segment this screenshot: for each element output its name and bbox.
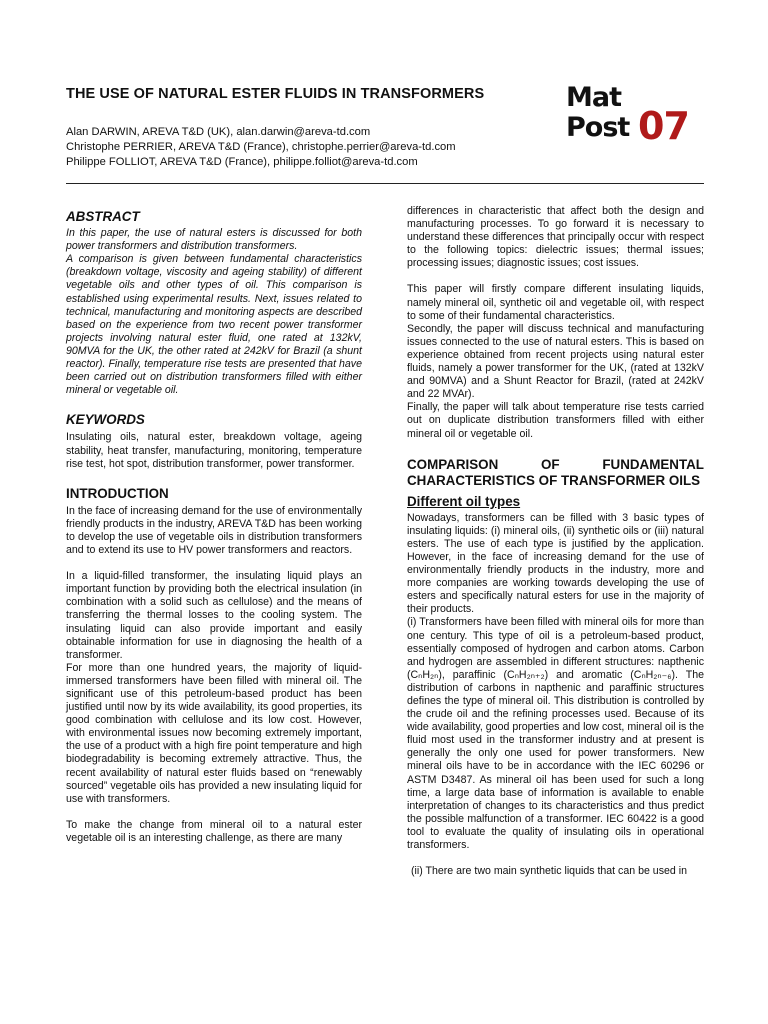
intro-paragraph: For more than one hundred years, the majority of liquid-immersed transformers have been filled with mineral oil. The significant use of this petroleum-based product has been justified until now by its wide availability, its good properties, its good combination with cellulose and its low cost. However, with environmental issues now becoming extremely important, the use of a product with a high fire point temperature and high biodegradability is becoming extremely attractive. Thus, the recent availability of natural ester fluids based on “renewably sourced” vegetable oils has provided a new insulating liquid for use with transformers. <box>66 661 362 805</box>
right-column <box>407 205 704 878</box>
abstract-heading: ABSTRACT <box>66 209 140 224</box>
body-paragraph: Secondly, the paper will discuss technical and manufacturing issues connected to the use of natural esters. This is based on experience obtained from recent projects using natural ester fluids, namely a power transformer for the UK, (rated at 132kV and 90MVA) and a Shunt Reactor for Brazil, (rated at 242kV and 22 MVAr). <box>407 322 704 401</box>
intro-paragraph: In the face of increasing demand for the use of environmentally friendly products in the industry, AREVA T&D has been working to develop the use of vegetable oils in distribution transformers and to extend its use to HV power transformers and reactors. <box>66 504 362 557</box>
keywords-text: Insulating oils, natural ester, breakdown voltage, ageing stability, heat transfer, manufacturing, monitoring, temperature rise test, hot spot, distribution transformer, power transformer. <box>66 431 362 470</box>
logo-line1: Mat <box>566 82 621 113</box>
left-column <box>66 210 362 845</box>
body-paragraph: (i) Transformers have been filled with mineral oils for more than one century. This type of oil is a petroleum-based product, essentially composed of hydrogen and carbon atoms. Carbon and hydrogen are assembled in different structures: napthenic (CₙH₂ₙ), paraffinic (CₙH₂ₙ₊₂) and aromatic (CₙH₂ₙ₋₆). The distribution of carbons in napthenic and paraffinic structures defines the type of mineral oil. This distribution is controlled by the crude oil and the refining processes used. Because of its wide availability, good properties and low cost, mineral oil is the fluid most used in the transformer industry and at present is generally the only one used for power transformers. New mineral oils have to be in accordance with the IEC 60296 or ASTM D3487. As mineral oil has been used for such a long time, a large data base of information is available to enable interpretation of changes to its characteristics and thus predict the possible malfunction of a transformer. IEC 60422 is a good tool to evaluate the quality of insulating oils in operational transformers. <box>407 616 704 852</box>
logo-line2: Post <box>566 112 630 143</box>
logo-number: 07 <box>638 104 689 148</box>
abstract-paragraph: A comparison is given between fundamental characteristics (breakdown voltage, viscosity and ageing stability) of different vegetable oils and other types of oil. This comparison is established using experimental results. Next, issues related to technical, manufacturing and monitoring aspects are described based on the experience from two recent power transformer projects involving natural ester fluid, one rated at 132kV, 90MVA for the UK, the other rated at 242kV for Brazil (a shunt reactor). Finally, temperature rise tests are presented that have been carried out on distribution transformers filled with either mineral or vegetable oil. <box>66 253 362 397</box>
body-paragraph: This paper will firstly compare different insulating liquids, namely mineral oil, synthetic oil and vegetable oil, with respect to some of their fundamental characteristics. <box>407 283 704 322</box>
keywords-heading: KEYWORDS <box>66 412 145 428</box>
author-line: Christophe PERRIER, AREVA T&D (France), christophe.perrier@areva-td.com <box>66 141 456 153</box>
body-paragraph: (ii) There are two main synthetic liquids that can be used in <box>411 865 687 878</box>
intro-paragraph: In a liquid-filled transformer, the insulating liquid plays an important function by providing both the electrical insulation (in combination with a solid such as cellulose) and the means of transferring the thermal losses to the cooling system. The insulating liquid can also provide important and easily obtainable information for use in diagnosing the health of a transformer. <box>66 570 362 661</box>
section-heading: COMPARISON OF FUNDAMENTAL CHARACTERISTICS OF TRANSFORMER OILS <box>407 456 704 488</box>
matpost-logo <box>566 82 706 152</box>
paper-title: THE USE OF NATURAL ESTER FLUIDS IN TRANSFORMERS <box>66 86 485 102</box>
intro-paragraph: To make the change from mineral oil to a natural ester vegetable oil is an interesting challenge, as there are many <box>66 818 362 844</box>
abstract-paragraph: In this paper, the use of natural esters is discussed for both power transformers and distribution transformers. <box>66 227 362 253</box>
author-list <box>66 125 456 170</box>
body-paragraph: differences in characteristic that affect both the design and manufacturing processes. To go forward it is necessary to understand these differences that principally occur with respect to the following topics: dielectric issues; thermal issues; processing issues; diagnostic issues; cost issues. <box>407 205 704 270</box>
body-paragraph: Nowadays, transformers can be filled with 3 basic types of insulating liquids: (i) mineral oils, (ii) synthetic oils or (iii) natural esters. The use of each type is justified by the application. However, in the face of increasing demand for the use of environmentally friendly products in the industry, more and more companies are working towards developing the use of esters and specifically natural esters for use in the majority of their products. <box>407 511 704 616</box>
author-line: Alan DARWIN, AREVA T&D (UK), alan.darwin@areva-td.com <box>66 126 371 138</box>
subsection-heading: Different oil types <box>407 493 521 509</box>
introduction-heading: INTRODUCTION <box>66 485 169 501</box>
header-divider <box>66 183 704 184</box>
body-paragraph: Finally, the paper will talk about temperature rise tests carried out on duplicate distribution transformers filled with either mineral oil or vegetable oil. <box>407 401 704 440</box>
author-line: Philippe FOLLIOT, AREVA T&D (France), philippe.folliot@areva-td.com <box>66 156 418 168</box>
